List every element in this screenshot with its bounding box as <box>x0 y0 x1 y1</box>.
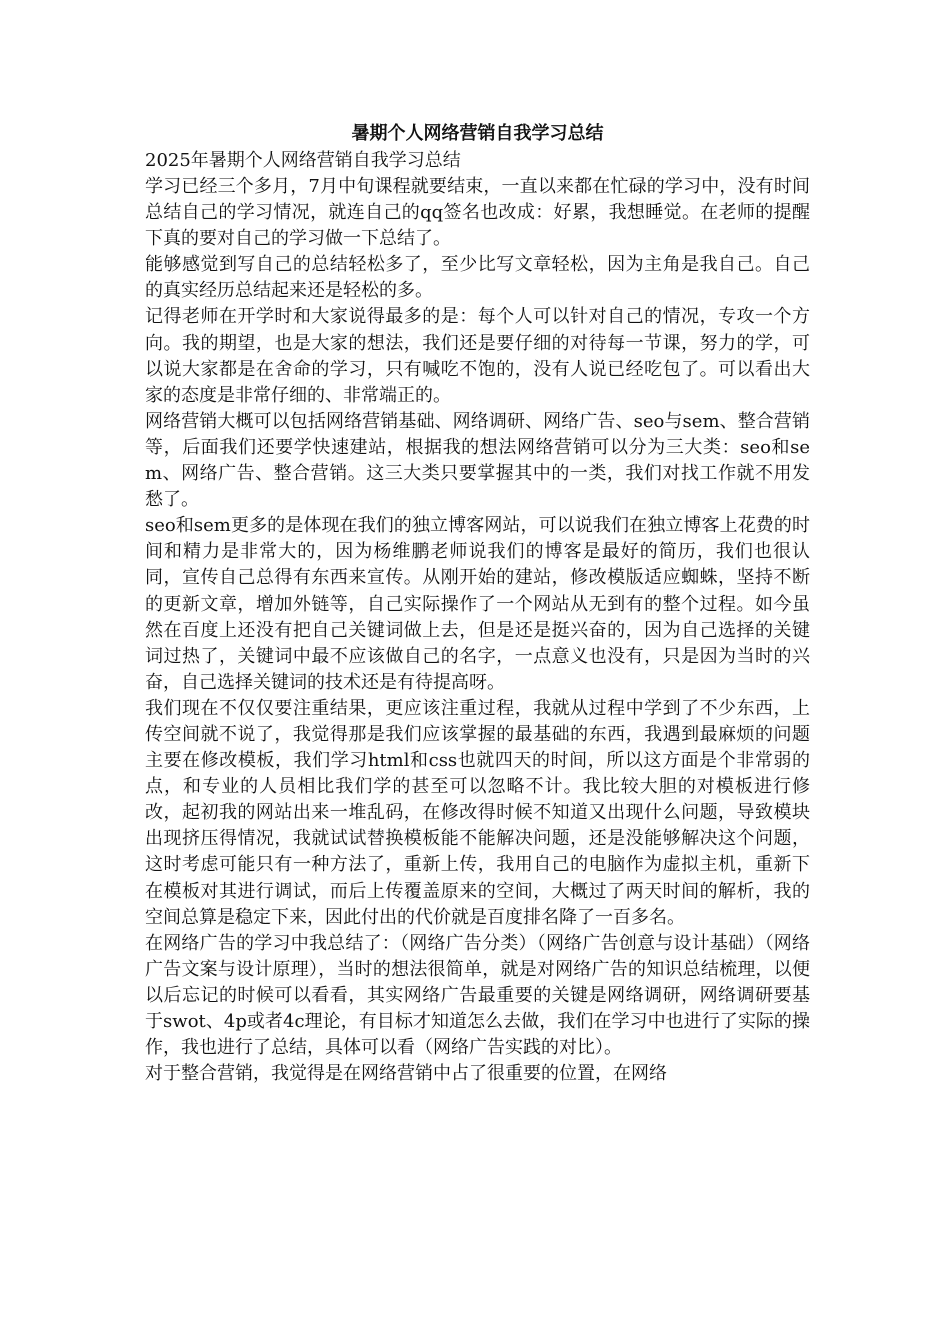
paragraph: 网络营销大概可以包括网络营销基础、网络调研、网络广告、seo与sem、整合营销等，后面我们还要学快速建站，根据我的想法网络营销可以分为三大类：seo和sem、网络广告、整合营销。这三大类只要掌握其中的一类，我们对找工作就不用发愁了。 <box>145 410 810 511</box>
paragraph: 记得老师在开学时和大家说得最多的是：每个人可以针对自己的情况，专攻一个方向。我的期望，也是大家的想法，我们还是要仔细的对待每一节课，努力的学，可以说大家都是在舍命的学习，只有喊吃不饱的，没有人说已经吃包了。可以看出大家的态度是非常仔细的、非常端正的。 <box>145 306 810 406</box>
paragraph: 在网络广告的学习中我总结了：（网络广告分类）（网络广告创意与设计基础）（网络广告文案与设计原理），当时的想法很简单，就是对网络广告的知识总结梳理，以便以后忘记的时候可以看看，其实网络广告最重要的关键是网络调研，网络调研要基于swot、4p或者4c理论，有目标才知道怎么去做，我们在学习中也进行了实际的操作，我也进行了总结，具体可以看（网络广告实践的对比）。 <box>145 932 810 1059</box>
paragraph: 对于整合营销，我觉得是在网络营销中占了很重要的位置，在网络 <box>145 1063 667 1085</box>
paragraph: 能够感觉到写自己的总结轻松多了，至少比写文章轻松，因为主角是我自己。自己的真实经历总结起来还是轻松的多。 <box>145 254 810 302</box>
paragraph: 学习已经三个多月，7月中旬课程就要结束，一直以来都在忙碌的学习中，没有时间总结自己的学习情况，就连自己的qq签名也改成：好累，我想睡觉。在老师的提醒下真的要对自己的学习做一下总结了。 <box>145 176 810 250</box>
document-body <box>145 120 810 1087</box>
paragraph: 我们现在不仅仅要注重结果，更应该注重过程，我就从过程中学到了不少东西，上传空间就不说了，我觉得那是我们应该掌握的最基础的东西，我遇到最麻烦的问题主要在修改模板，我们学习html和css也就四天的时间，所以这方面是个非常弱的点，和专业的人员相比我们学的甚至可以忽略不计。我比较大胆的对模板进行修改，起初我的网站出来一堆乱码，在修改得时候不知道又出现什么问题，导致模块出现挤压得情况，我就试试替换模板能不能解决问题，还是没能够解决这个问题，这时考虑可能只有一种方法了，重新上传，我用自己的电脑作为虚拟主机，重新下在模板对其进行调试，而后上传覆盖原来的空间，大概过了两天时间的解析，我的空间总算是稳定下来，因此付出的代价就是百度排名降了一百多名。 <box>145 697 810 928</box>
paragraph: seo和sem更多的是体现在我们的独立博客网站，可以说我们在独立博客上花费的时间和精力是非常大的，因为杨维鹏老师说我们的博客是最好的简历，我们也很认同，宣传自己总得有东西来宣传。从刚开始的建站，修改模版适应蜘蛛，坚持不断的更新文章，增加外链等，自己实际操作了一个网站从无到有的整个过程。如今虽然在百度上还没有把自己关键词做上去，但是还是挺兴奋的，因为自己选择的关键词过热了，关键词中最不应该做自己的名字，一点意义也没有，只是因为当时的兴奋，自己选择关键词的技术还是有待提高呀。 <box>145 515 810 693</box>
document-subtitle: 2025年暑期个人网络营销自我学习总结 <box>145 150 461 171</box>
document-title: 暑期个人网络营销自我学习总结 <box>351 123 604 144</box>
